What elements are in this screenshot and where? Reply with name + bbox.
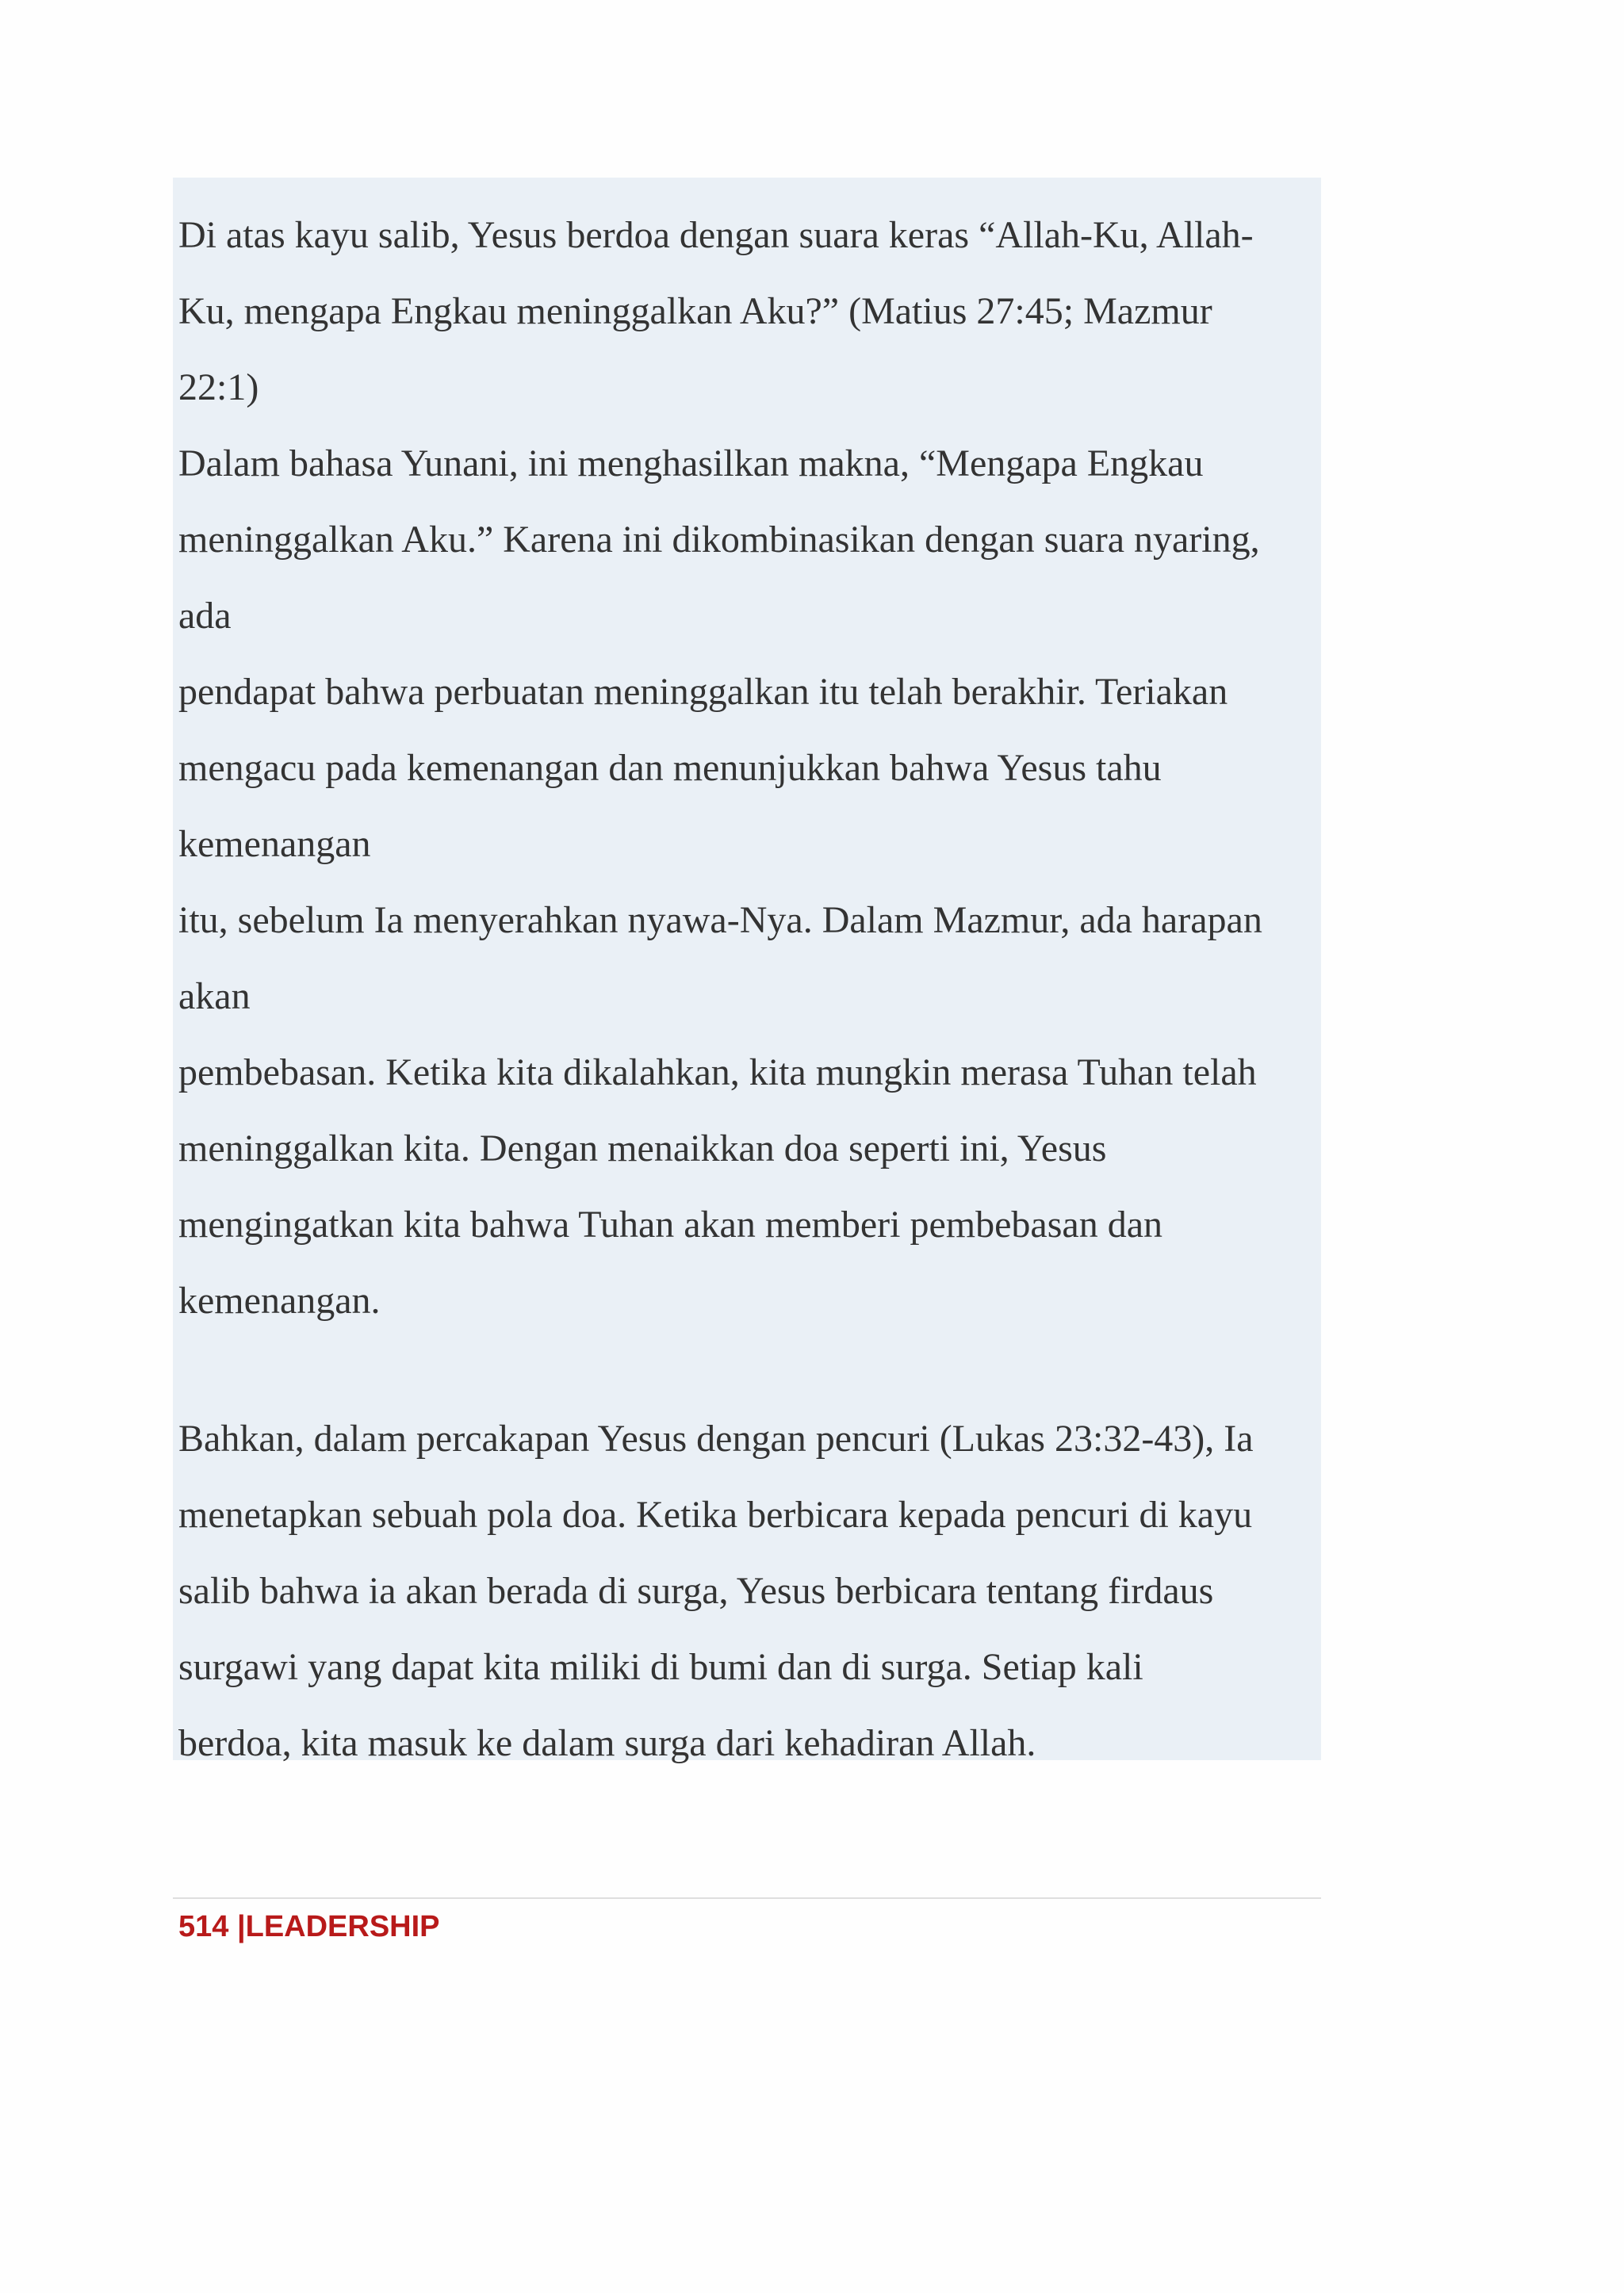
text-line: Ku, mengapa Engkau meninggalkan Aku?” (Matius 27:45; Mazmur xyxy=(178,290,1212,332)
text-line: itu, sebelum Ia menyerahkan nyawa-Nya. Dalam Mazmur, ada harapan xyxy=(178,899,1262,941)
text-line: kemenangan xyxy=(178,823,371,865)
text-line: kemenangan. xyxy=(178,1280,381,1322)
paragraph-gap xyxy=(178,1349,1321,1411)
footer-separator: | xyxy=(228,1910,246,1943)
text-line: salib bahwa ia akan berada di surga, Yesus berbicara tentang firdaus xyxy=(178,1570,1214,1612)
page-footer xyxy=(178,1903,440,1950)
text-line: 22:1) xyxy=(178,366,259,408)
paragraph-1 xyxy=(178,208,1321,1349)
text-line: berdoa, kita masuk ke dalam surga dari kehadiran Allah. xyxy=(178,1722,1036,1764)
text-line: pembebasan. Ketika kita dikalahkan, kita mungkin merasa Tuhan telah xyxy=(178,1051,1257,1093)
text-line: meninggalkan kita. Dengan menaikkan doa seperti ini, Yesus xyxy=(178,1127,1107,1169)
paragraph-2 xyxy=(178,1411,1321,1792)
text-line: Di atas kayu salib, Yesus berdoa dengan suara keras “Allah-Ku, Allah- xyxy=(178,214,1254,256)
text-line: mengacu pada kemenangan dan menunjukkan bahwa Yesus tahu xyxy=(178,747,1162,789)
footer-divider xyxy=(173,1897,1321,1899)
highlighted-text-block xyxy=(173,178,1321,1764)
text-line: pendapat bahwa perbuatan meninggalkan itu telah berakhir. Teriakan xyxy=(178,671,1228,713)
text-line: menetapkan sebuah pola doa. Ketika berbicara kepada pencuri di kayu xyxy=(178,1494,1253,1536)
text-line: Dalam bahasa Yunani, ini menghasilkan makna, “Mengapa Engkau xyxy=(178,442,1204,484)
text-line: Bahkan, dalam percakapan Yesus dengan pencuri (Lukas 23:32-43), Ia xyxy=(178,1418,1254,1460)
text-line: ada xyxy=(178,595,232,637)
text-line: mengingatkan kita bahwa Tuhan akan memberi pembebasan dan xyxy=(178,1204,1162,1246)
text-line: surgawi yang dapat kita miliki di bumi dan di surga. Setiap kali xyxy=(178,1646,1143,1688)
text-line: meninggalkan Aku.” Karena ini dikombinasikan dengan suara nyaring, xyxy=(178,519,1260,561)
text-line: akan xyxy=(178,975,251,1017)
page-number: 514 xyxy=(178,1910,229,1943)
section-title: LEADERSHIP xyxy=(245,1910,440,1943)
